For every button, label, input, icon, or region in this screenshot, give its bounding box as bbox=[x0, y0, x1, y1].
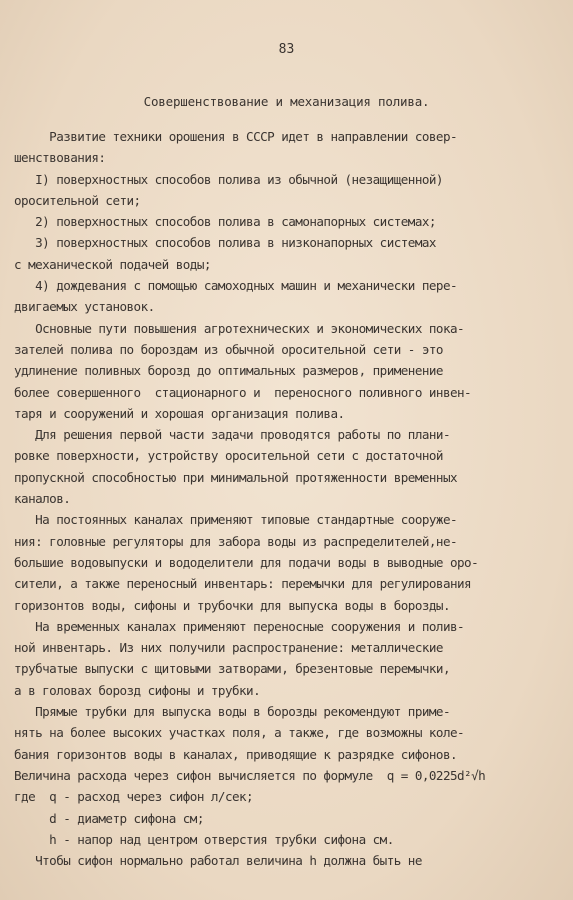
text-line: более совершенного стационарного и переносного поливного инвен- bbox=[14, 384, 472, 400]
text-line: Основные пути повышения агротехнических и экономических пока- bbox=[14, 320, 465, 336]
text-line: d - диаметр сифона см; bbox=[14, 810, 204, 826]
text-line: шенствования: bbox=[14, 150, 106, 166]
text-line: I) поверхностных способов полива из обычной (незащищенной) bbox=[14, 171, 443, 187]
text-line: 3) поверхностных способов полива в низконапорных системах bbox=[14, 235, 436, 251]
text-line: зателей полива по бороздам из обычной оросительной сети - это bbox=[14, 341, 443, 357]
text-line: Прямые трубки для выпуска воды в борозды рекомендуют приме- bbox=[14, 704, 450, 720]
text-line: Развитие техники орошения в СССР идет в направлении совер- bbox=[14, 129, 458, 144]
text-line: пропускной способностью при минимальной протяженности временных bbox=[14, 469, 458, 485]
body-text bbox=[14, 126, 573, 871]
text-line: Чтобы сифон нормально работал величина h должна быть не bbox=[14, 853, 422, 869]
text-line: а в головах борозд сифоны и трубки. bbox=[14, 682, 261, 698]
text-line: бания горизонтов воды в каналах, приводящие к разрядке сифонов. bbox=[14, 746, 458, 762]
text-line: горизонтов воды, сифоны и трубочки для выпуска воды в борозды. bbox=[14, 597, 450, 613]
text-line: Величина расхода через сифон вычисляется по формуле q = 0,0225d²√h bbox=[14, 767, 486, 783]
text-line: ния: головные регуляторы для забора воды из распределителей,не- bbox=[14, 533, 458, 549]
text-line: двигаемых установок. bbox=[14, 299, 155, 315]
text-line: большие водовыпуски и вододелители для подачи воды в выводные оро- bbox=[14, 554, 479, 570]
text-line: оросительной сети; bbox=[14, 192, 141, 208]
text-line: таря и сооружений и хорошая организация полива. bbox=[14, 405, 345, 421]
section-title: Совершенствование и механизация полива. bbox=[143, 94, 430, 109]
text-line: трубчатые выпуски с щитовыми затворами, брезентовые перемычки, bbox=[14, 661, 450, 677]
text-line: На временных каналах применяют переносные сооружения и полив- bbox=[14, 618, 465, 634]
text-line: Для решения первой части задачи проводятся работы по плани- bbox=[14, 427, 450, 443]
text-line: каналов. bbox=[14, 491, 71, 507]
text-line: На постоянных каналах применяют типовые стандартные сооруже- bbox=[14, 512, 458, 528]
text-line: h - напор над центром отверстия трубки сифона см. bbox=[14, 831, 394, 847]
text-line: ной инвентарь. Из них получили распространение: металлические bbox=[14, 640, 443, 656]
page-number: 83 bbox=[278, 42, 295, 57]
text-line: 4) дождевания с помощью самоходных машин и механически пере- bbox=[14, 278, 458, 294]
text-line: с механической подачей воды; bbox=[14, 256, 211, 272]
text-line: 2) поверхностных способов полива в самонапорных системах; bbox=[14, 214, 436, 230]
text-line: удлинение поливных борозд до оптимальных размеров, применение bbox=[14, 363, 443, 379]
text-line: сители, а также переносный инвентарь: перемычки для регулирования bbox=[14, 576, 472, 592]
text-line: где q - расход через сифон л/сек; bbox=[14, 789, 254, 805]
text-line: ровке поверхности, устройству оросительной сети с достаточной bbox=[14, 448, 443, 464]
text-line: нять на более высоких участках поля, а также, где возможны коле- bbox=[14, 725, 465, 741]
